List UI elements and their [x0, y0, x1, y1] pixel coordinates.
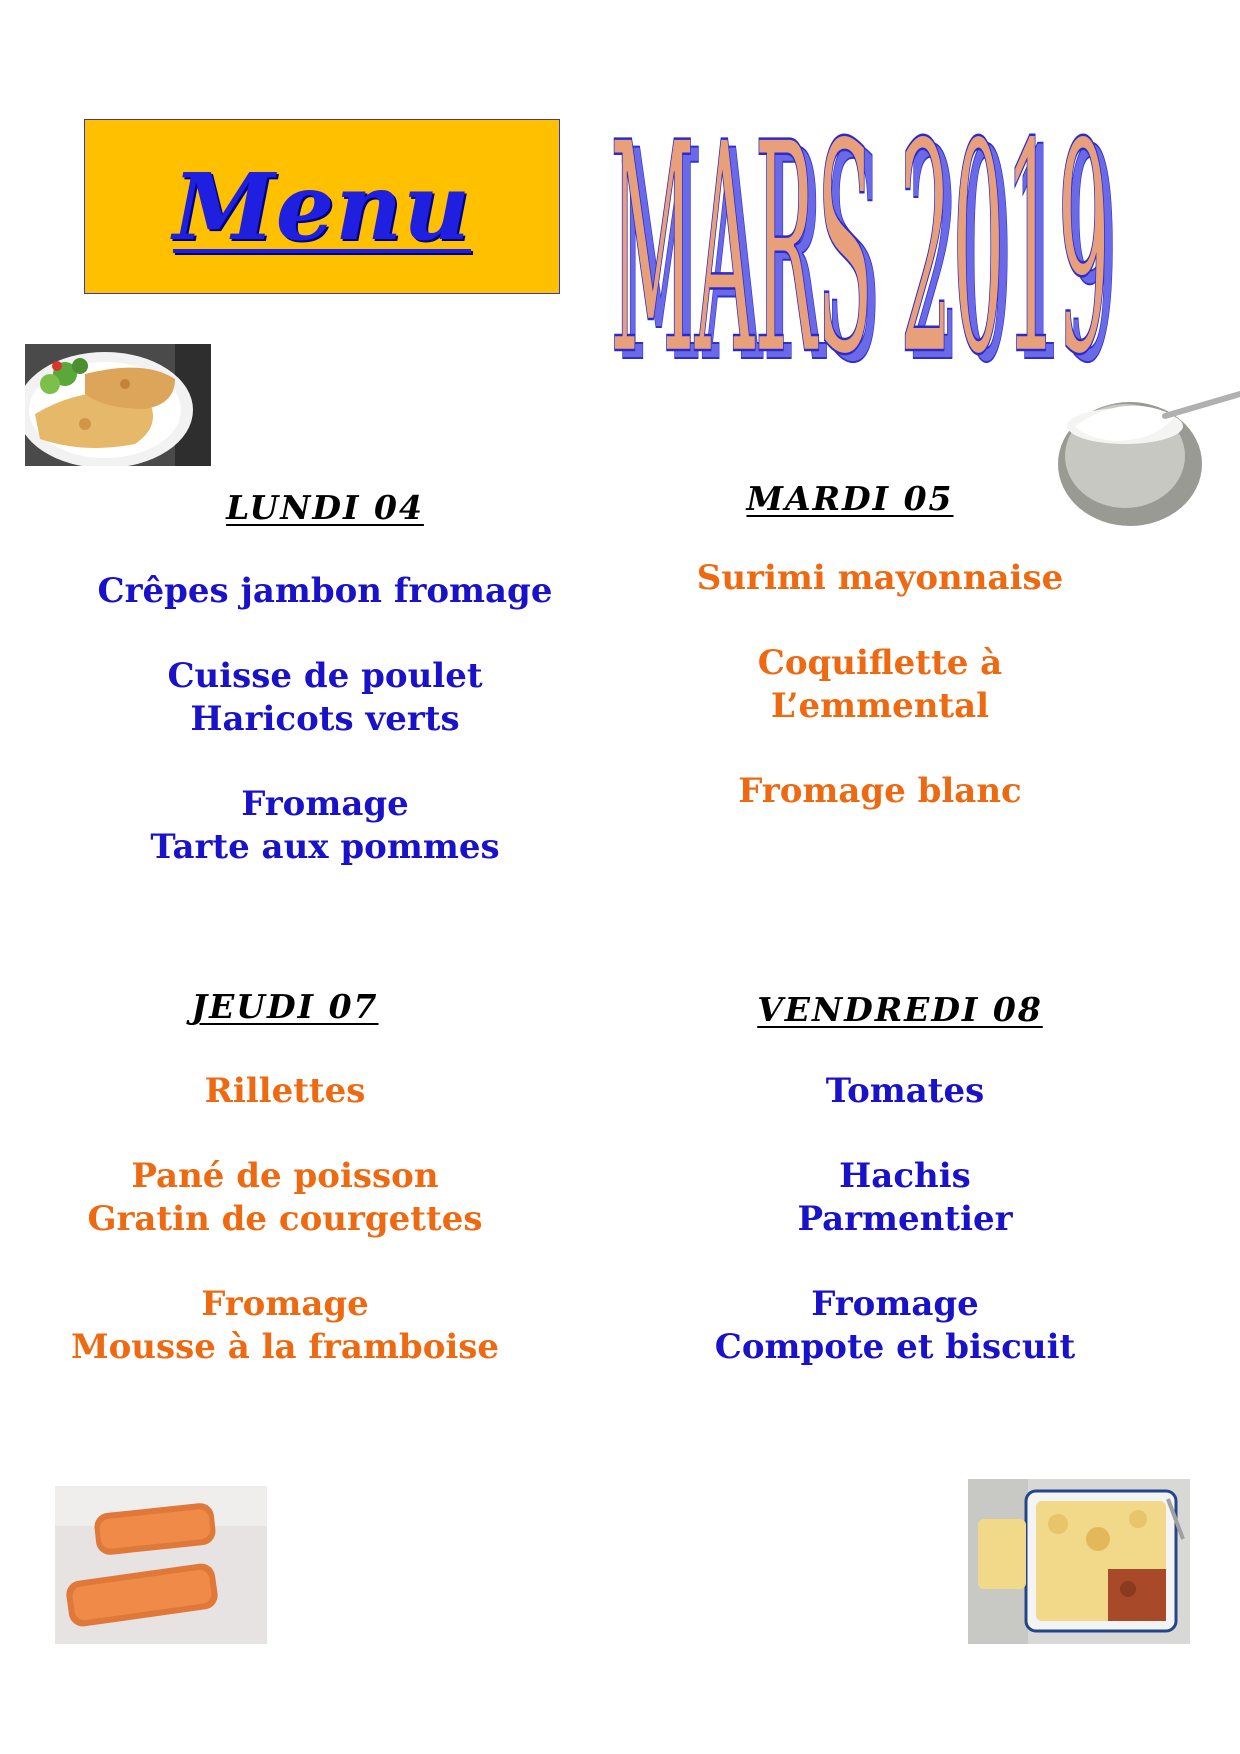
dish-vendredi-entree: Tomates: [825, 1071, 985, 1111]
day-heading-mardi: MARDI 05: [746, 479, 954, 518]
dish-mardi-plat: Coquiflette à: [757, 643, 1003, 683]
day-heading-jeudi: JEUDI 07: [191, 987, 379, 1026]
dish-lundi-fromage: Fromage: [241, 784, 409, 824]
dish-jeudi-accompagnement: Gratin de courgettes: [87, 1199, 483, 1239]
dish-jeudi-dessert: Mousse à la framboise: [70, 1327, 500, 1367]
menu-title: Menu: [172, 152, 472, 261]
dish-vendredi-dessert: Compote et biscuit: [714, 1327, 1076, 1367]
hachis-parmentier-photo: [968, 1479, 1190, 1644]
day-heading-lundi: LUNDI 04: [226, 488, 424, 527]
month-title-text: MARS 2019: [610, 120, 1110, 380]
crepes-photo: [25, 344, 211, 466]
dish-vendredi-fromage: Fromage: [811, 1284, 979, 1324]
dish-vendredi-plat-suite: Parmentier: [797, 1199, 1013, 1239]
yogurt-photo: [1055, 386, 1240, 530]
dish-mardi-entree: Surimi mayonnaise: [696, 558, 1064, 598]
dish-lundi-plat: Cuisse de poulet: [167, 656, 483, 696]
dish-jeudi-entree: Rillettes: [204, 1071, 366, 1111]
fish-sticks-photo: [55, 1486, 267, 1644]
menu-title-box: [84, 119, 560, 294]
dish-vendredi-plat: Hachis: [839, 1156, 971, 1196]
dish-jeudi-plat: Pané de poisson: [131, 1156, 439, 1196]
dish-jeudi-fromage: Fromage: [201, 1284, 369, 1324]
dish-lundi-entree: Crêpes jambon fromage: [97, 571, 553, 611]
dish-lundi-accompagnement: Haricots verts: [190, 699, 460, 739]
day-heading-vendredi: VENDREDI 08: [757, 990, 1043, 1029]
dish-lundi-dessert: Tarte aux pommes: [150, 827, 500, 867]
month-title: [610, 120, 1130, 380]
dish-mardi-plat-suite: L’emmental: [770, 686, 990, 726]
dish-mardi-dessert: Fromage blanc: [738, 771, 1022, 811]
month-title-shadow: MARS 2019: [618, 120, 1118, 380]
